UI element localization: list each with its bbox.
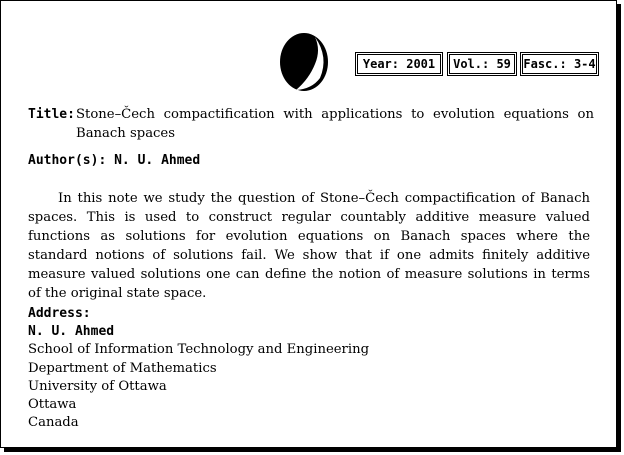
authors-line bbox=[28, 151, 200, 170]
address-line: N. U. Ahmed bbox=[28, 324, 115, 340]
moon-crescent-logo bbox=[279, 32, 329, 92]
address-line: School of Information Technology and Engineering bbox=[28, 342, 370, 358]
title-block bbox=[28, 105, 594, 143]
volume-badge: Vol.: 59 bbox=[449, 54, 515, 74]
fascicle-badge: Fasc.: 3-4 bbox=[522, 54, 597, 74]
year-badge: Year: 2001 bbox=[357, 54, 441, 74]
abstract-text: In this note we study the question of Stone–Čech compactification of Banach spaces. This is used to construct regular countably additive measure valued functions as solutions for evolution equations on Banach spaces where the standard notions of solutions fail. We show that if one admits finitely additive measure valued solutions one can define the notion of measure solutions in terms of the original state space. bbox=[28, 191, 590, 301]
authors-label: Author(s): bbox=[28, 153, 107, 168]
address-line: Ottawa bbox=[28, 397, 77, 413]
address-line: Canada bbox=[28, 415, 79, 431]
article-title: Stone–Čech compactification with applications to evolution equations on Banach spaces bbox=[76, 107, 594, 141]
address-line: Department of Mathematics bbox=[28, 360, 217, 376]
address-line: University of Ottawa bbox=[28, 378, 167, 394]
address-label: Address: bbox=[28, 306, 91, 321]
authors-names: N. U. Ahmed bbox=[114, 153, 201, 168]
title-label: Title: bbox=[28, 107, 75, 122]
address-block bbox=[28, 305, 369, 432]
